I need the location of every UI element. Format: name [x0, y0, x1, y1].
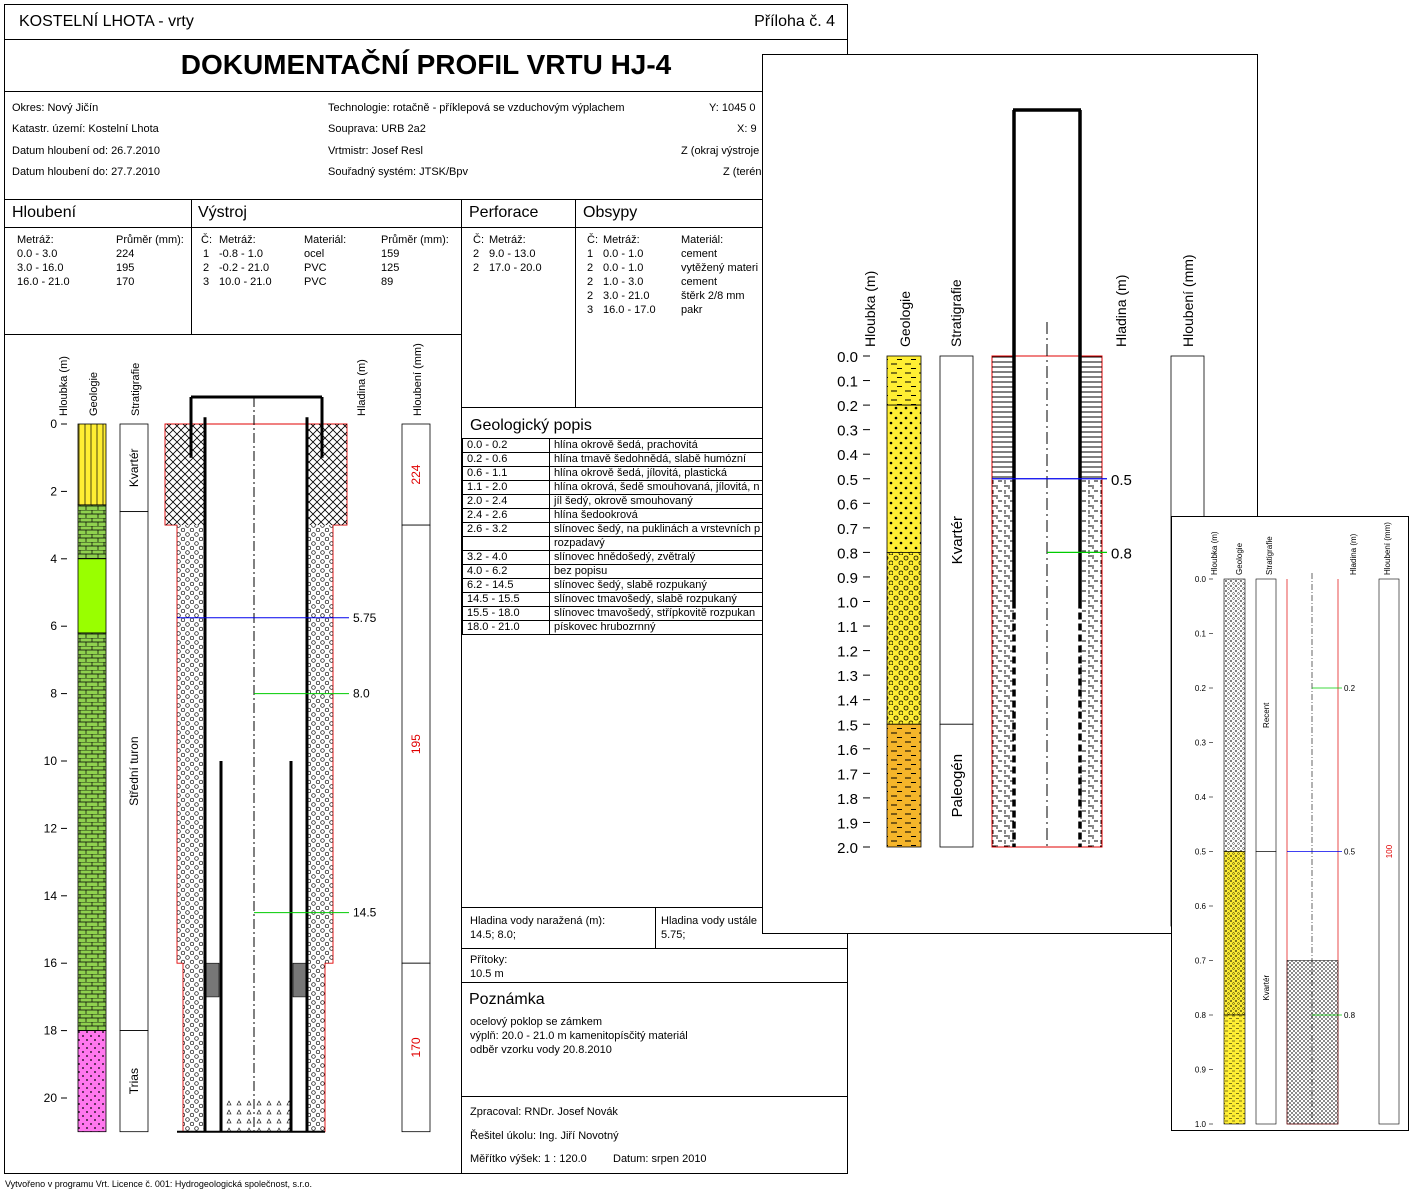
meta-okres: Okres: Nový Jičín	[12, 102, 99, 114]
vystroj-prumer: 89	[381, 276, 394, 288]
depth-tick-label: 0.6	[1194, 902, 1206, 911]
hloubeni-prumer: 170	[116, 276, 135, 288]
depth-tick-label: 18	[43, 1023, 57, 1038]
depth-tick-label: 0.5	[1194, 847, 1206, 857]
depth-tick-label: 0.8	[1194, 1011, 1206, 1020]
depth-tick-label: 0.7	[1194, 956, 1206, 966]
meta-datum-od: Datum hloubení od: 26.7.2010	[12, 145, 161, 157]
diameter-label: 100	[1385, 844, 1394, 859]
depth-tick-label: 1.0	[837, 594, 858, 612]
meta-katastr: Katastr. území: Kostelní Lhota	[12, 123, 159, 135]
gravel-pack-right	[307, 525, 333, 963]
document-date: Datum: srpen 2010	[613, 1153, 707, 1165]
depth-tick-label: 1.5	[837, 717, 858, 735]
geology-description: hlína šedookrová	[550, 509, 792, 523]
geology-depth: 14.5 - 15.5	[463, 593, 550, 607]
obsypy-metraz: 1.0 - 3.0	[603, 276, 644, 288]
table-row	[463, 565, 792, 579]
vystroj-prumer: 159	[381, 248, 400, 260]
sealing-right	[1080, 356, 1102, 479]
water-level-label: 0.8	[1111, 545, 1132, 563]
vystroj-c: 3	[203, 276, 210, 288]
depth-tick-label: 0.0	[837, 349, 858, 366]
hloubeni-metraz: 0.0 - 3.0	[17, 248, 58, 260]
depth-tick-label: 0.5	[837, 471, 858, 489]
depth-tick-label: 8	[50, 686, 57, 701]
vystroj-col-material: Materiál:	[304, 234, 347, 246]
col-header-hloubeni: Hloubení (mm)	[1180, 254, 1196, 347]
hloubeni-title: Hloubení	[12, 204, 77, 221]
perforace-metraz: 17.0 - 20.0	[489, 262, 542, 274]
depth-tick-label: 1.4	[837, 692, 858, 710]
water-struck-label: Hladina vody naražená (m):	[470, 915, 606, 927]
geology-description: hlína okrově šedá, prachovitá	[550, 439, 792, 453]
col-header-hloubka: Hloubka (m)	[58, 356, 70, 416]
depth-tick-label: 1.2	[837, 643, 858, 661]
col-header-geologie: Geologie	[1235, 542, 1244, 575]
meta-y: Y: 1045 0	[709, 102, 756, 114]
geology-depth: 0.0 - 0.2	[463, 439, 550, 453]
packer	[293, 963, 307, 997]
col-header-hladina: Hladina (m)	[1349, 533, 1358, 575]
main-sheet	[4, 4, 848, 1174]
document-title: DOKUMENTAČNÍ PROFIL VRTU HJ-4	[180, 49, 672, 80]
depth-tick-label: 0	[50, 417, 57, 431]
geology-depth: 3.2 - 4.0	[463, 551, 550, 565]
geology-depth: 0.6 - 1.1	[463, 467, 550, 481]
depth-tick-label: 0.7	[837, 520, 858, 538]
site-name: KOSTELNÍ LHOTA - vrty	[19, 13, 194, 30]
geology-depth	[463, 537, 550, 551]
geology-depth: 2.4 - 2.6	[463, 509, 550, 523]
obsypy-material: cement	[681, 276, 718, 288]
col-header-stratigrafie: Stratigrafie	[948, 279, 964, 347]
depth-tick-label: 1.6	[837, 741, 858, 759]
vystroj-metraz: -0.8 - 1.0	[219, 248, 264, 260]
processed-by: Zpracoval: RNDr. Josef Novák	[470, 1106, 618, 1118]
geology-description: slínovec šedý, slabě rozpukaný	[550, 579, 792, 593]
stratigraphy-label: Kvartér	[949, 515, 966, 565]
col-header-stratigrafie: Stratigrafie	[1265, 536, 1274, 575]
depth-tick-label: 0.2	[837, 398, 858, 416]
gravel-pack-right	[307, 963, 325, 1131]
meta-system: Souřadný systém: JTSK/Bpv	[328, 166, 468, 178]
obsypy-metraz: 0.0 - 1.0	[603, 248, 644, 260]
obsypy-c: 3	[587, 304, 594, 316]
depth-tick-label: 0.0	[1194, 575, 1206, 584]
obsypy-material: pakr	[681, 304, 703, 316]
water-level-label: 0.2	[1344, 684, 1356, 693]
water-struck-value: 14.5; 8.0;	[470, 929, 516, 941]
diameter-label: 224	[409, 464, 423, 485]
water-level-label: 5.75	[353, 610, 377, 625]
pvc-casing-89	[221, 761, 291, 1132]
obsypy-col-metraz: Metráž:	[603, 234, 640, 246]
depth-tick-label: 1.8	[837, 790, 858, 808]
obsypy-col-material: Materiál:	[681, 234, 724, 246]
depth-tick-label: 1.9	[837, 815, 858, 833]
depth-tick-label: 6	[50, 619, 57, 634]
geology-pattern	[1224, 1015, 1245, 1124]
fill-right	[1080, 479, 1102, 847]
depth-tick-label: 0.4	[837, 447, 858, 465]
hloubeni-box	[5, 199, 192, 335]
borehole-log	[5, 334, 457, 1172]
geology-description: rozpadavý	[550, 537, 792, 551]
inflow-label: Přítoky:	[470, 954, 508, 966]
geologicky-popis-table	[462, 438, 792, 635]
obsypy-c: 2	[587, 290, 594, 302]
obsypy-metraz: 3.0 - 21.0	[603, 290, 650, 302]
col-header-hloubka: Hloubka (m)	[862, 270, 878, 347]
depth-tick-label: 0.1	[837, 373, 858, 391]
vystroj-metraz: -0.2 - 21.0	[219, 262, 270, 274]
geology-depth: 2.0 - 2.4	[463, 495, 550, 509]
geology-depth: 6.2 - 14.5	[463, 579, 550, 593]
table-row	[463, 453, 792, 467]
depth-tick-label: 0.4	[1194, 793, 1206, 802]
depth-tick-label: 1.3	[837, 668, 858, 686]
depth-tick-label: 14	[43, 888, 57, 903]
note-box	[461, 982, 847, 1097]
vystroj-col-c: Č:	[201, 234, 212, 246]
depth-tick-label: 1.0	[1194, 1120, 1206, 1129]
fill-left	[992, 479, 1014, 847]
note-line: odběr vzorku vody 20.8.2010	[470, 1044, 612, 1056]
diameter-label: 170	[409, 1037, 423, 1058]
geologicky-popis-title: Geologický popis	[470, 417, 592, 434]
fill-zone	[1287, 961, 1338, 1125]
geology-pattern	[78, 424, 106, 505]
depth-tick-label: 0.6	[837, 496, 858, 514]
geology-description: hlína tmavě šedohnědá, slabě humózní	[550, 453, 792, 467]
gravel-pack-left	[177, 525, 205, 963]
perforace-col-metraz: Metráž:	[489, 234, 526, 246]
vystroj-metraz: 10.0 - 21.0	[219, 276, 272, 288]
water-level-label: 0.5	[1344, 847, 1356, 857]
hloubeni-metraz: 16.0 - 21.0	[17, 276, 70, 288]
table-row	[463, 551, 792, 565]
detail-log-2	[1172, 517, 1408, 1130]
depth-tick-label: 0.3	[837, 422, 858, 440]
depth-tick-label: 2	[50, 484, 57, 499]
perforace-c: 2	[473, 262, 480, 274]
obsypy-material: cement	[681, 248, 718, 260]
table-row	[463, 579, 792, 593]
vystroj-material: PVC	[304, 276, 327, 288]
depth-tick-label: 2.0	[837, 840, 858, 857]
stratigraphy-label: Recent	[1262, 702, 1271, 728]
packer	[205, 963, 219, 997]
geology-description: hlína okrově šedá, jílovitá, plastická	[550, 467, 792, 481]
table-row	[463, 509, 792, 523]
note-title: Poznámka	[469, 991, 545, 1008]
bottom-fill	[221, 1098, 291, 1132]
geology-depth: 0.2 - 0.6	[463, 453, 550, 467]
hloubeni-prumer: 195	[116, 262, 135, 274]
geology-description: slínovec tmavošedý, střípkovitě rozpukan	[550, 607, 792, 621]
col-header-hladina: Hladina (m)	[1113, 274, 1129, 347]
vystroj-title: Výstroj	[198, 204, 247, 221]
annex-label: Příloha č. 4	[754, 13, 835, 30]
stratigraphy-label: Kvartér	[1262, 974, 1271, 1001]
height-scale: Měřítko výšek: 1 : 120.0	[470, 1153, 587, 1165]
table-row	[463, 523, 792, 537]
obsypy-metraz: 0.0 - 1.0	[603, 262, 644, 274]
perforace-c: 2	[473, 248, 480, 260]
depth-tick-label: 16	[43, 956, 57, 971]
meta-technologie: Technologie: rotačně - příklepová se vzduchovým výplachem	[328, 102, 625, 114]
note-line: výplň: 20.0 - 21.0 m kamenitopísčitý materiál	[470, 1030, 688, 1042]
col-header-hloubka: Hloubka (m)	[1210, 531, 1219, 575]
depth-tick-label: 12	[43, 821, 57, 836]
steel-casing	[191, 397, 322, 458]
title-bar	[5, 39, 847, 92]
perforace-title: Perforace	[469, 204, 539, 221]
geology-depth: 15.5 - 18.0	[463, 607, 550, 621]
geology-depth: 4.0 - 6.2	[463, 565, 550, 579]
vystroj-c: 1	[203, 248, 210, 260]
depth-tick-label: 1.7	[837, 766, 858, 784]
col-header-stratigrafie: Stratigrafie	[130, 362, 142, 416]
water-steady-value: 5.75;	[661, 929, 686, 941]
table-row	[463, 537, 792, 551]
col-header-geologie: Geologie	[897, 290, 913, 347]
col-header-geologie: Geologie	[88, 371, 100, 416]
obsypy-material: vytěžený materi	[681, 262, 759, 274]
diameter-label: 195	[409, 734, 423, 755]
footer-credit: Vytvořeno v programu Vrt. Licence č. 001: Hydrogeologická společnost, s.r.o.	[5, 1179, 312, 1189]
col-header-hladina: Hladina (m)	[356, 359, 368, 416]
stratigraphy-label: Střední turon	[127, 736, 141, 806]
perforace-col-c: Č:	[473, 234, 484, 246]
gravel-pack-left	[183, 963, 205, 1131]
col-header-hloubeni: Hloubení (mm)	[412, 343, 424, 416]
obsypy-metraz: 16.0 - 17.0	[603, 304, 656, 316]
table-row	[463, 621, 792, 635]
geology-pattern	[78, 1031, 106, 1132]
table-row	[463, 439, 792, 453]
depth-tick-label: 1.1	[837, 619, 858, 637]
obsypy-col-c: Č:	[587, 234, 598, 246]
depth-tick-label: 0.9	[837, 569, 858, 587]
table-row	[463, 481, 792, 495]
stratigraphy-label: Kvartér	[127, 448, 141, 488]
geology-description: slínovec šedý, na puklinách a vrstevních p	[550, 523, 792, 537]
vystroj-prumer: 125	[381, 262, 400, 274]
geology-pattern	[1224, 579, 1245, 852]
hloubeni-metraz: 3.0 - 16.0	[17, 262, 64, 274]
vystroj-material: PVC	[304, 262, 327, 274]
inflow-box	[461, 947, 847, 983]
perforace-box	[461, 199, 576, 408]
depth-tick-label: 0.3	[1194, 738, 1206, 748]
depth-tick-label: 10	[43, 754, 57, 768]
obsypy-c: 2	[587, 276, 594, 288]
sealing-left	[992, 356, 1014, 479]
geology-depth: 2.6 - 3.2	[463, 523, 550, 537]
water-level-label: 14.5	[353, 905, 377, 920]
geology-depth: 1.1 - 2.0	[463, 481, 550, 495]
obsypy-c: 2	[587, 262, 594, 274]
depth-tick-label: 4	[50, 551, 57, 566]
vystroj-col-metraz: Metráž:	[219, 234, 256, 246]
geology-pattern	[78, 633, 106, 1031]
geology-description: pískovec hrubozrnný	[550, 621, 792, 635]
geology-description: jíl šedý, okrově smouhovaný	[550, 495, 792, 509]
hloubeni-col-prumer: Průměr (mm):	[116, 234, 184, 246]
hloubeni-prumer: 224	[116, 248, 135, 260]
table-row	[463, 593, 792, 607]
geology-pattern	[887, 405, 921, 552]
obsypy-material: štěrk 2/8 mm	[681, 290, 745, 302]
depth-tick-label: 0.2	[1194, 684, 1206, 693]
water-level-label: 0.5	[1111, 471, 1132, 489]
geology-description: slínovec tmavošedý, slabě rozpukaný	[550, 593, 792, 607]
depth-tick-label: 0.9	[1194, 1065, 1206, 1075]
geology-layer	[78, 559, 106, 633]
vystroj-box	[191, 199, 462, 335]
author-box	[461, 1096, 847, 1173]
water-steady-label: Hladina vody ustále	[661, 915, 758, 927]
obsypy-title: Obsypy	[583, 204, 638, 221]
meta-z-okraj: Z (okraj výstroje	[681, 145, 760, 157]
geology-pattern	[1224, 852, 1245, 1016]
geology-description: bez popisu	[550, 565, 792, 579]
detail-log-panel-2	[1171, 516, 1409, 1131]
inflow-value: 10.5 m	[470, 968, 504, 980]
meta-x: X: 9	[737, 123, 757, 135]
table-row	[463, 607, 792, 621]
vystroj-col-prumer: Průměr (mm):	[381, 234, 449, 246]
col-header-hloubeni: Hloubení (mm)	[1383, 522, 1392, 575]
geology-description: slínovec hnědošedý, zvětralý	[550, 551, 792, 565]
geology-pattern	[887, 552, 921, 724]
hloubeni-col-metraz: Metráž:	[17, 234, 54, 246]
obsypy-c: 1	[587, 248, 594, 260]
water-level-label: 0.8	[1344, 1011, 1356, 1020]
meta-souprava: Souprava: URB 2a2	[328, 123, 426, 135]
depth-tick-label: 20	[43, 1091, 57, 1105]
geology-depth: 18.0 - 21.0	[463, 621, 550, 635]
table-row	[463, 495, 792, 509]
depth-tick-label: 0.8	[837, 545, 858, 563]
depth-tick-label: 0.1	[1194, 629, 1206, 639]
meta-datum-do: Datum hloubení do: 27.7.2010	[12, 166, 161, 178]
geology-pattern	[78, 505, 106, 559]
task-leader: Řešitel úkolu: Ing. Jiří Novotný	[470, 1130, 619, 1142]
geology-description: hlína okrová, šedě smouhovaná, jílovitá, n	[550, 481, 792, 495]
stratigraphy-label: Paleogén	[949, 753, 966, 818]
perforace-metraz: 9.0 - 13.0	[489, 248, 536, 260]
water-level-label: 8.0	[353, 686, 370, 701]
note-line: ocelový poklop se zámkem	[470, 1016, 603, 1028]
geology-pattern	[887, 724, 921, 847]
vystroj-material: ocel	[304, 248, 325, 260]
meta-block	[5, 91, 847, 200]
header-bar	[5, 5, 847, 40]
stratigraphy-label: Trias	[127, 1068, 141, 1095]
meta-vrtmistr: Vrtmistr: Josef Resl	[328, 145, 423, 157]
meta-z-teren: Z (terén	[723, 166, 762, 178]
cement-fill-right	[307, 424, 347, 525]
vystroj-c: 2	[203, 262, 210, 274]
cement-fill-left	[165, 424, 205, 525]
geology-pattern	[887, 356, 921, 405]
table-row	[463, 467, 792, 481]
